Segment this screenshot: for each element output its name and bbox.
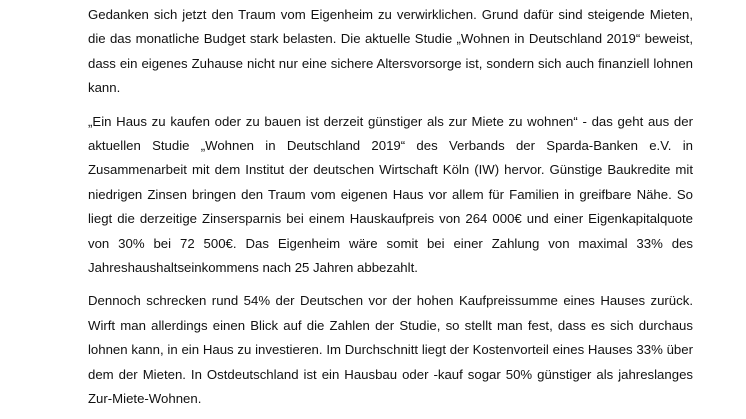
paragraph-costs: Dennoch schrecken rund 54% der Deutschen vor der hohen Kaufpreissumme eines Hauses zurück. Wirft man allerdings einen Blick auf die Zahlen der Studie, so stellt man fest, dass es sich durchaus lohnen kann, in ein Haus zu investieren. Im Durchschnitt liegt der Kostenvorteil eines Hauses 33% über dem der Mieten. In Ostdeutschland ist ein Hausbau oder -kauf sogar 50% günstiger als jahreslanges Zur-Miete-Wohnen.	[88, 293, 693, 407]
paragraph-intro: Gedanken sich jetzt den Traum vom Eigenheim zu verwirklichen. Grund dafür sind steigende Mieten, die das monatliche Budget stark belasten. Die aktuelle Studie „Wohnen in Deutschland 2019“ beweist, dass ein eigenes Zuhause nicht nur eine sichere Altersvorsorge ist, sondern sich auch finanziell lohnen kann.	[88, 7, 693, 96]
document-page	[88, 0, 693, 412]
paragraph-study: „Ein Haus zu kaufen oder zu bauen ist derzeit günstiger als zur Miete zu wohnen“ - das geht aus der aktuellen Studie „Wohnen in Deutschland 2019“ des Verbands der Sparda-Banken e.V. in Zusammenarbeit mit dem Institut der deutschen Wirtschaft Köln (IW) hervor. Günstige Baukredite mit niedrigen Zinsen bringen den Traum vom eigenen Haus vor allem für Familien in greifbare Nähe. So liegt die derzeitige Zinsersparnis bei einem Hauskaufpreis von 264 000€ und einer Eigenkapitalquote von 30% bei 72 500€. Das Eigenheim wäre somit bei einer Zahlung von maximal 33% des Jahreshaushaltseinkommens nach 25 Jahren abbezahlt.	[88, 113, 693, 276]
